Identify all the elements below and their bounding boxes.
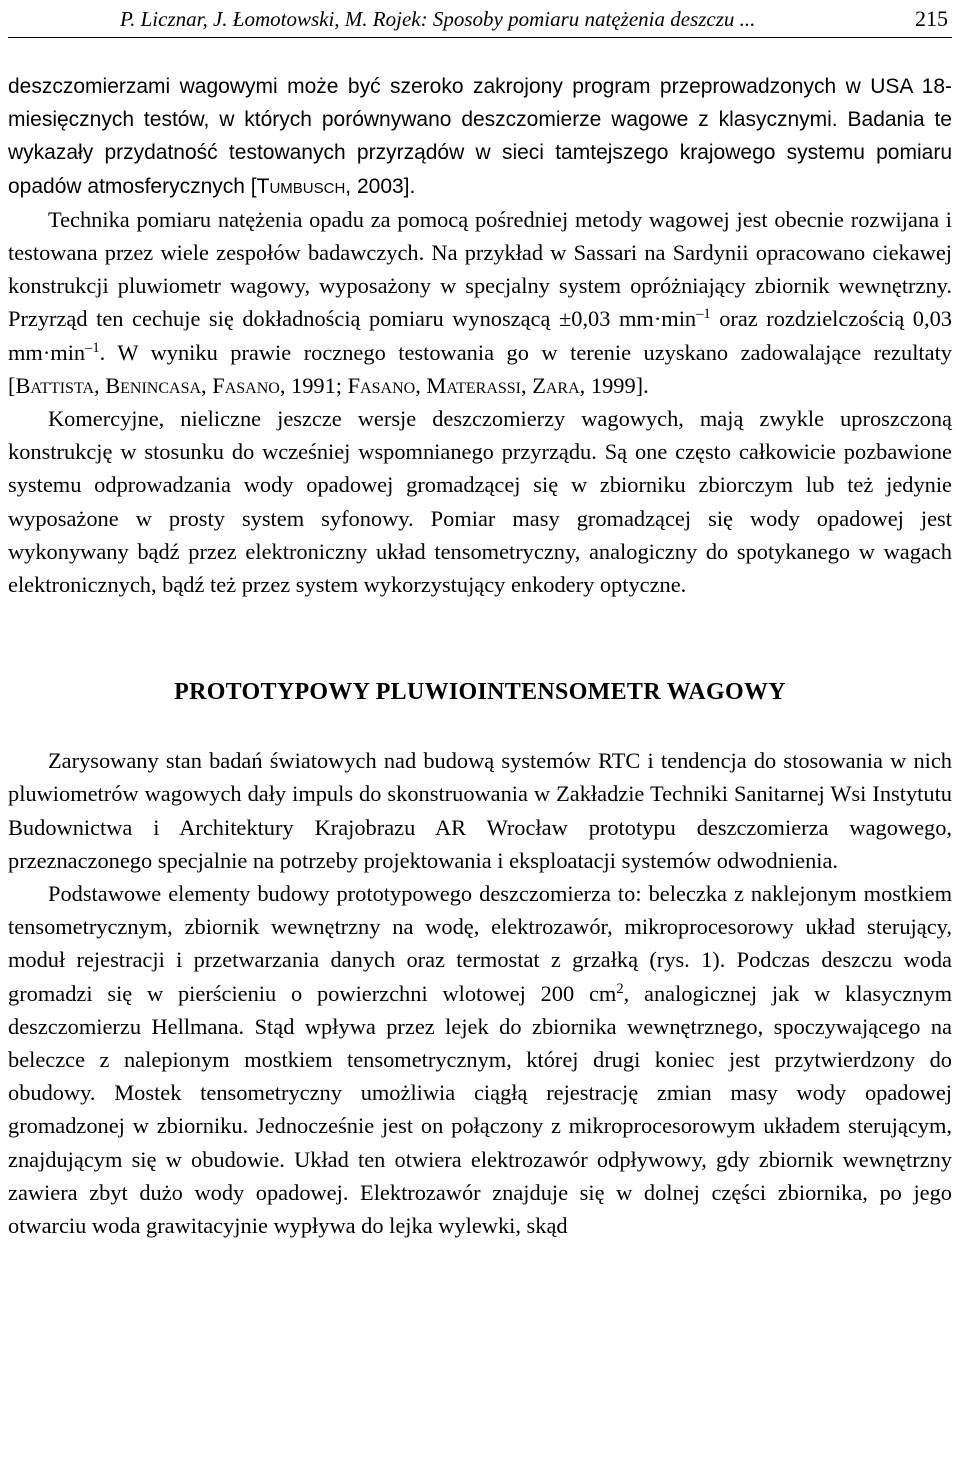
citation-separator: , — [521, 372, 533, 398]
citation-author: Zara — [532, 372, 580, 398]
citation-author: Fasano — [212, 372, 280, 398]
citation-separator: , — [201, 372, 213, 398]
citation-author: Tumbusch — [256, 174, 346, 198]
citation-separator: , — [94, 372, 106, 398]
paragraph-sassari — [8, 203, 952, 402]
section-heading: PROTOTYPOWY PLUWIOINTENSOMETR WAGOWY — [174, 679, 786, 706]
paragraph-text: Technika pomiaru natężenia opadu za pomocą pośredniej metody wagowej jest obecnie rozwijana i testowana przez wiele zespołów badawczych. Na przykład w Sassari na Sardynii opracowano ciekawej konstrukcji pluwiometr wagowy, wyposażony w specjalny system opróżniający zbiornik wewnętrzny. Przyrząd ten cechuje się dokładnością pomiaru wynoszącą ±0,03 mm·min — [8, 206, 952, 332]
superscript: –1 — [696, 306, 711, 323]
paragraph-text: . W wyniku prawie rocznego testowania go w terenie uzyskano zadowalające rezultaty [ — [8, 339, 952, 398]
header-rule — [8, 37, 952, 38]
paragraph-text: deszczomierzami wagowymi może być szeroko zakrojony program przeprowadzonych w USA 18-miesięcznych testów, w których porównywano deszczomierze wagowe z klasycznymi. Badania te wykazały przydatność testowanych przyrządów w sieci tamtejszego krajowego systemu pomiaru opadów atmosferycznych [ — [8, 75, 952, 198]
superscript: 2 — [616, 980, 624, 997]
citation-author: Benincasa — [105, 372, 202, 398]
superscript: –1 — [85, 339, 100, 356]
paragraph-text: , analogicznej jak w klasycznym deszczomierzu Hellmana. Stąd wpływa przez lejek do zbiornika wewnętrznego, spoczywającego na beleczce z nalepionym mostkiem tensometrycznym, której drugi koniec jest przytwierdzony do obudowy. Mostek tensometryczny umożliwia ciągłą rejestrację zmian masy wody opadowej gromadzonej w zbiorniku. Jednocześnie jest on połączony z mikroprocesorowym układem sterującym, znajdującym się w obudowie. Układ ten otwiera elektrozawór odpływowy, gdy zbiornik wewnętrzny zawiera zbyt dużo wody opadowej. Elektrozawór znajduje się w dolnej części zbiornika, po jego otwarciu woda grawitacyjnie wypływa do lejka wylewki, skąd — [8, 980, 952, 1239]
citation-author: Fasano — [347, 372, 416, 398]
citation-year: , 1991; — [279, 372, 348, 398]
paragraph-basic-elements — [8, 877, 952, 1242]
paragraph-state-of-research: Zarysowany stan badań światowych nad budową systemów RTC i tendencja do stosowania w nich pluwiometrów wagowych dały impuls do skonstruowania w Zakładzie Techniki Sanitarnej Wsi Instytutu Budownictwa i Architektury Krajobrazu AR Wrocław prototypu deszczomierza wagowego, przeznaczonego specjalnie na potrzeby projektowania i eksploatacji systemów odwodnienia. — [8, 748, 952, 873]
page-number: 215 — [915, 6, 948, 31]
citation-separator: , — [415, 372, 427, 398]
paragraph-text: oraz rozdzielczością 0,03 mm·min — [8, 306, 952, 365]
running-title: P. Licznar, J. Łomotowski, M. Rojek: Sposoby pomiaru natężenia deszczu ... — [120, 7, 756, 31]
citation-author: Battista — [15, 372, 95, 398]
paragraph-commercial: Komercyjne, nieliczne jeszcze wersje deszczomierzy wagowych, mają zwykle uproszczoną konstrukcję w stosunku do wcześniej wspomnianego przyrządu. Są one często całkowicie pozbawione systemu odprowadzania wody opadowej gromadzącej się w zbiorniku zbiorczym lub też jedynie wyposażone w prosty system syfonowy. Pomiar masy gromadzącej się wody opadowej jest wykonywany bądź przez elektroniczny układ tensometryczny, analogiczny do spotykanego w wagach elektronicznych, bądź też przez system wykorzystujący enkodery optyczne. — [8, 406, 952, 598]
running-header — [8, 4, 952, 34]
page-body — [8, 70, 952, 1242]
citation-year: , 1999]. — [579, 372, 649, 398]
citation-author: Materassi — [426, 372, 521, 398]
paragraph-text: Podstawowe elementy budowy prototypowego deszczomierza to: beleczka z naklejonym mostkiem tensometrycznym, zbiornik wewnętrzny na wodę, elektrozawór, mikroprocesorowy układ sterujący, moduł rejestracji i przetwarzania danych oraz termostat z grzałką (rys. 1). Podczas deszczu woda gromadzi się w pierścieniu o powierzchni wlotowej 200 cm — [8, 881, 952, 1006]
citation-year: , 2003]. — [345, 174, 416, 198]
paragraph-continued — [8, 70, 952, 203]
